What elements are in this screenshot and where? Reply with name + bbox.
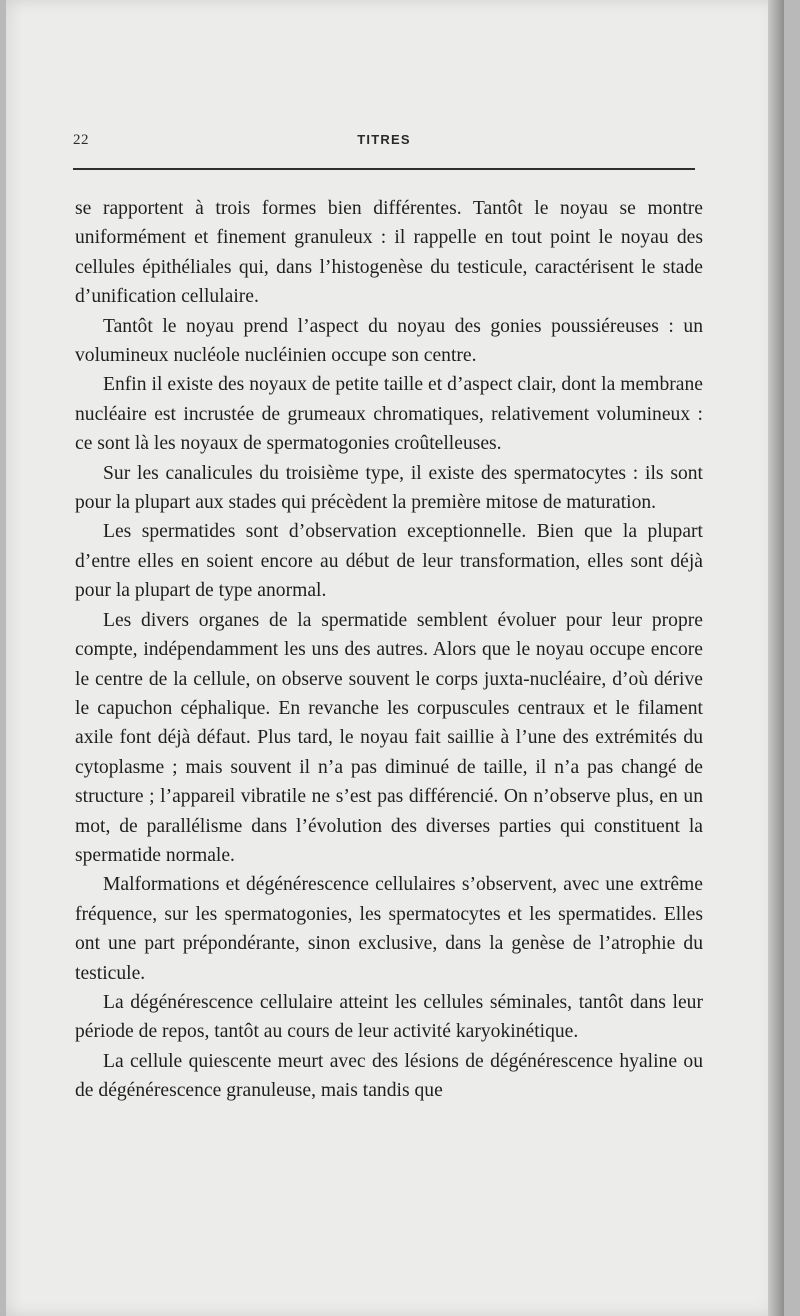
paragraph: Sur les canalicules du troisième type, il existe des spermatocytes : ils sont pour la plupart aux stades qui précèdent la première mitose de maturation. <box>75 462 703 514</box>
paragraph: Enfin il existe des noyaux de petite taille et d’aspect clair, dont la membrane nucléaire est incrustée de grumeaux chromatiques, relativement volumineux : ce sont là les noyaux de spermatogonies croûtelleuses. <box>75 374 703 455</box>
paragraph: Malformations et dégénérescence cellulaires s’observent, avec une extrême fréquence, sur les spermatogonies, les spermatocytes et les spermatides. Elles ont une part prépondérante, sinon exclusive, dans la genèse de l’atrophie du testicule. <box>75 874 703 984</box>
paragraph: se rapportent à trois formes bien différentes. Tantôt le noyau se montre uniformément et finement granuleux : il rappelle en tout point le noyau des cellules épithéliales qui, dans l’histogenèse du testicule, caractérisent le stade d’unification cellulaire. <box>75 198 703 308</box>
paragraph: Les divers organes de la spermatide semblent évoluer pour leur propre compte, indépendamment les uns des autres. Alors que le noyau occupe encore le centre de la cellule, on observe souvent le corps juxta-nucléaire, d’où dérive le capuchon céphalique. En revanche les corpuscules centraux et le filament axile font déjà défaut. Plus tard, le noyau fait saillie à l’une des extrémités du cytoplasme ; mais souvent il n’a pas diminué de taille, il n’a pas changé de structure ; l’appareil vibratile ne s’est pas différencié. On n’observe plus, en un mot, de parallélisme dans l’évolution des diverses parties qui constituent la spermatide normale. <box>75 609 703 866</box>
header-rule <box>73 168 695 170</box>
body-text <box>75 194 703 1106</box>
paragraph: La cellule quiescente meurt avec des lésions de dégénérescence hyaline ou de dégénérescence granuleuse, mais tandis que <box>75 1050 703 1102</box>
page-number: 22 <box>73 132 89 148</box>
paragraph: Tantôt le noyau prend l’aspect du noyau des gonies poussiéreuses : un volumineux nucléole nucléinien occupe son centre. <box>75 315 703 367</box>
page-edge-shadow <box>768 0 784 1316</box>
running-title: TITRES <box>357 132 411 147</box>
paragraph: Les spermatides sont d’observation exceptionnelle. Bien que la plupart d’entre elles en soient encore au début de leur transformation, elles sont déjà pour la plupart de type anormal. <box>75 521 703 602</box>
running-header <box>73 130 695 150</box>
paragraph: La dégénérescence cellulaire atteint les cellules séminales, tantôt dans leur période de repos, tantôt au cours de leur activité karyokinétique. <box>75 991 703 1043</box>
